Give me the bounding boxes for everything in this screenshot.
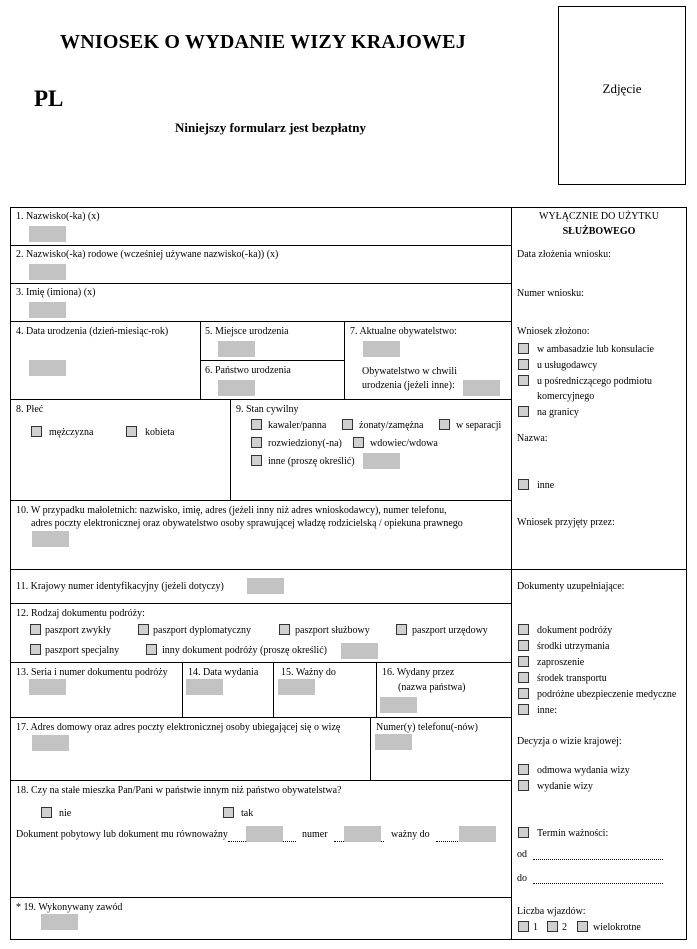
row-line — [10, 245, 511, 246]
label-birth-nationality: Obywatelstwo w chwili — [362, 366, 457, 377]
doc-other-checkbox[interactable] — [146, 644, 157, 655]
decision-issued-checkbox[interactable] — [518, 780, 529, 791]
docs-other-checkbox[interactable] — [518, 704, 529, 715]
validity-checkbox[interactable] — [518, 827, 529, 838]
form-title: WNIOSEK O WYDANIE WIZY KRAJOWEJ — [60, 31, 466, 53]
lodged-provider-checkbox[interactable] — [518, 359, 529, 370]
validity-from-label: od — [517, 849, 527, 860]
civil-single-label: kawaler/panna — [268, 420, 327, 431]
row-line — [10, 603, 511, 604]
side-heading-2: SŁUŻBOWEGO — [562, 226, 636, 237]
residence-doc-input[interactable] — [246, 826, 283, 842]
label-issued-by-2: (nazwa państwa) — [398, 682, 466, 693]
photo-box — [558, 6, 686, 185]
doc-special-checkbox[interactable] — [30, 644, 41, 655]
docs-invitation-checkbox[interactable] — [518, 656, 529, 667]
civil-separated-checkbox[interactable] — [439, 419, 450, 430]
side-decision: Decyzja o wizie krajowej: — [517, 736, 622, 747]
row-line — [10, 399, 511, 400]
col-line — [370, 717, 371, 780]
birth-country-input[interactable] — [218, 380, 255, 396]
photo-label: Zdjęcie — [602, 81, 642, 96]
entries-multiple-checkbox[interactable] — [577, 921, 588, 932]
side-docs: Dokumenty uzupełniające: — [517, 581, 625, 592]
doc-other-input[interactable] — [341, 643, 378, 659]
validity-to-label: do — [517, 873, 527, 884]
docs-insurance-label: podróżne ubezpieczenie medyczne — [537, 689, 677, 700]
side-date: Data złożenia wniosku: — [517, 249, 611, 260]
issue-date-input[interactable] — [186, 679, 223, 695]
doc-service-checkbox[interactable] — [279, 624, 290, 635]
guardian-input[interactable] — [32, 531, 69, 547]
lodged-intermediary-label: u pośredniczącego podmiotu — [537, 376, 652, 387]
birth-date-input[interactable] — [29, 360, 66, 376]
entries-two-checkbox[interactable] — [547, 921, 558, 932]
docs-other-label: inne: — [537, 705, 557, 716]
docs-transport-label: środek transportu — [537, 673, 607, 684]
side-name: Nazwa: — [517, 433, 548, 444]
side-number: Numer wniosku: — [517, 288, 584, 299]
side-lodged: Wniosek złożono: — [517, 326, 590, 337]
label-birth-place: 5. Miejsce urodzenia — [205, 326, 289, 337]
label-birth-nationality-2: urodzenia (jeżeli inne): — [362, 380, 455, 391]
validity-to-line[interactable] — [533, 883, 663, 884]
side-entries: Liczba wjazdów: — [517, 906, 586, 917]
lodged-other-checkbox[interactable] — [518, 479, 529, 490]
label-guardian-2: adres poczty elektronicznej oraz obywatelstwo osoby sprawującej władzę rodzicielską / opiekuna prawnego — [31, 518, 463, 529]
side-accepted: Wniosek przyjęty przez: — [517, 517, 615, 528]
validity-from-line[interactable] — [533, 859, 663, 860]
civil-other-checkbox[interactable] — [251, 455, 262, 466]
label-sex: 8. Płeć — [16, 404, 44, 415]
label-nationality: 7. Aktualne obywatelstwo: — [350, 326, 457, 337]
nationality-input[interactable] — [363, 341, 400, 357]
label-doc-type: 12. Rodzaj dokumentu podróży: — [16, 608, 145, 619]
sex-female-checkbox[interactable] — [126, 426, 137, 437]
label-birth-country: 6. Państwo urodzenia — [205, 365, 291, 376]
docs-transport-checkbox[interactable] — [518, 672, 529, 683]
row-line — [10, 321, 511, 322]
birth-surname-input[interactable] — [29, 264, 66, 280]
docs-travel-label: dokument podróży — [537, 625, 613, 636]
doc-number-input[interactable] — [29, 679, 66, 695]
label-civil-status: 9. Stan cywilny — [236, 404, 299, 415]
residence-yes-checkbox[interactable] — [223, 807, 234, 818]
label-surname: 1. Nazwisko(-ka) (x) — [16, 211, 100, 222]
valid-until-input[interactable] — [278, 679, 315, 695]
col-line — [230, 399, 231, 500]
label-home-address: 17. Adres domowy oraz adres poczty elektronicznej osoby ubiegającej się o wizę — [16, 722, 341, 733]
lodged-other-label: inne — [537, 480, 555, 491]
validity-label: Termin ważności: — [537, 828, 609, 839]
col-line — [182, 662, 183, 717]
row-line — [10, 569, 687, 570]
side-divider — [511, 207, 512, 940]
country-code: PL — [34, 86, 64, 111]
lodged-intermediary-checkbox[interactable] — [518, 375, 529, 386]
entries-multiple-label: wielokrotne — [593, 922, 641, 933]
label-issued-by: 16. Wydany przez — [382, 667, 455, 678]
entries-one-label: 1 — [533, 922, 538, 933]
doc-diplomatic-checkbox[interactable] — [138, 624, 149, 635]
label-guardian: 10. W przypadku małoletnich: nazwisko, imię, adres (jeżeli inny niż adres wnioskodawcy), numer telefonu, — [16, 505, 447, 516]
sex-male-label: mężczyzna — [49, 427, 94, 438]
label-birth-date: 4. Data urodzenia (dzień-miesiąc-rok) — [16, 326, 169, 337]
civil-married-label: żonaty/zamężna — [359, 420, 424, 431]
col-line — [376, 662, 377, 717]
label-national-id: 11. Krajowy numer identyfikacyjny (jeżeli dotyczy) — [16, 581, 224, 592]
issued-by-input[interactable] — [380, 697, 417, 713]
national-id-input[interactable] — [247, 578, 284, 594]
birth-nationality-input[interactable] — [463, 380, 500, 396]
doc-ordinary-label: paszport zwykły — [45, 625, 111, 636]
decision-refused-checkbox[interactable] — [518, 764, 529, 775]
surname-input[interactable] — [29, 226, 66, 242]
label-residence-number: numer — [302, 829, 328, 840]
civil-married-checkbox[interactable] — [342, 419, 353, 430]
row-line — [10, 283, 511, 284]
label-residence-doc: Dokument pobytowy lub dokument mu równoważny — [16, 829, 228, 840]
label-doc-number: 13. Seria i numer dokumentu podróży — [16, 667, 168, 678]
civil-widowed-checkbox[interactable] — [353, 437, 364, 448]
civil-widowed-label: wdowiec/wdowa — [370, 438, 438, 449]
civil-other-label: inne (proszę określić) — [268, 456, 355, 467]
label-issue-date: 14. Data wydania — [188, 667, 259, 678]
home-address-input[interactable] — [32, 735, 69, 751]
doc-official-checkbox[interactable] — [396, 624, 407, 635]
decision-issued-label: wydanie wizy — [537, 781, 593, 792]
sex-male-checkbox[interactable] — [31, 426, 42, 437]
label-occupation: * 19. Wykonywany zawód — [16, 902, 123, 913]
label-birth-surname: 2. Nazwisko(-ka) rodowe (wcześniej używane nazwisko(-ka)) (x) — [16, 249, 279, 260]
row-line — [200, 360, 344, 361]
row-line — [10, 500, 511, 501]
doc-other-label: inny dokument podróży (proszę określić) — [162, 645, 327, 656]
occupation-input[interactable] — [41, 914, 78, 930]
civil-divorced-label: rozwiedziony(-na) — [268, 438, 342, 449]
side-heading: WYŁĄCZNIE DO UŻYTKU — [539, 211, 659, 222]
residence-number-input[interactable] — [344, 826, 381, 842]
lodged-provider-label: u usługodawcy — [537, 360, 598, 371]
lodged-intermediary-label-2: komercyjnego — [537, 391, 595, 402]
first-name-input[interactable] — [29, 302, 66, 318]
docs-means-checkbox[interactable] — [518, 640, 529, 651]
docs-insurance-checkbox[interactable] — [518, 688, 529, 699]
col-line — [273, 662, 274, 717]
civil-divorced-checkbox[interactable] — [251, 437, 262, 448]
row-line — [10, 717, 511, 718]
col-line — [344, 321, 345, 399]
label-residence-valid: ważny do — [391, 829, 430, 840]
lodged-border-label: na granicy — [537, 407, 579, 418]
lodged-border-checkbox[interactable] — [518, 406, 529, 417]
label-phone: Numer(y) telefonu(-nów) — [376, 722, 478, 733]
row-line — [10, 662, 511, 663]
docs-travel-checkbox[interactable] — [518, 624, 529, 635]
doc-diplomatic-label: paszport dyplomatyczny — [153, 625, 252, 636]
civil-other-input[interactable] — [363, 453, 400, 469]
label-valid-until: 15. Ważny do — [281, 667, 336, 678]
sex-female-label: kobieta — [145, 427, 175, 438]
doc-service-label: paszport służbowy — [295, 625, 370, 636]
col-line — [200, 321, 201, 399]
entries-one-checkbox[interactable] — [518, 921, 529, 932]
entries-two-label: 2 — [562, 922, 567, 933]
residence-no-label: nie — [59, 808, 72, 819]
residence-yes-label: tak — [241, 808, 254, 819]
civil-separated-label: w separacji — [456, 420, 502, 431]
phone-input[interactable] — [375, 734, 412, 750]
doc-official-label: paszport urzędowy — [412, 625, 488, 636]
civil-single-checkbox[interactable] — [251, 419, 262, 430]
free-note: Niniejszy formularz jest bezpłatny — [175, 120, 366, 135]
row-line — [10, 897, 511, 898]
decision-refused-label: odmowa wydania wizy — [537, 765, 630, 776]
doc-ordinary-checkbox[interactable] — [30, 624, 41, 635]
row-line — [10, 780, 511, 781]
residence-valid-input[interactable] — [459, 826, 496, 842]
doc-special-label: paszport specjalny — [45, 645, 120, 656]
docs-means-label: środki utrzymania — [537, 641, 610, 652]
birth-place-input[interactable] — [218, 341, 255, 357]
label-residence: 18. Czy na stałe mieszka Pan/Pani w państwie innym niż państwo obywatelstwa? — [16, 785, 342, 796]
residence-no-checkbox[interactable] — [41, 807, 52, 818]
lodged-embassy-label: w ambasadzie lub konsulacie — [537, 344, 654, 355]
label-first-name: 3. Imię (imiona) (x) — [16, 287, 96, 298]
lodged-embassy-checkbox[interactable] — [518, 343, 529, 354]
docs-invitation-label: zaproszenie — [537, 657, 585, 668]
